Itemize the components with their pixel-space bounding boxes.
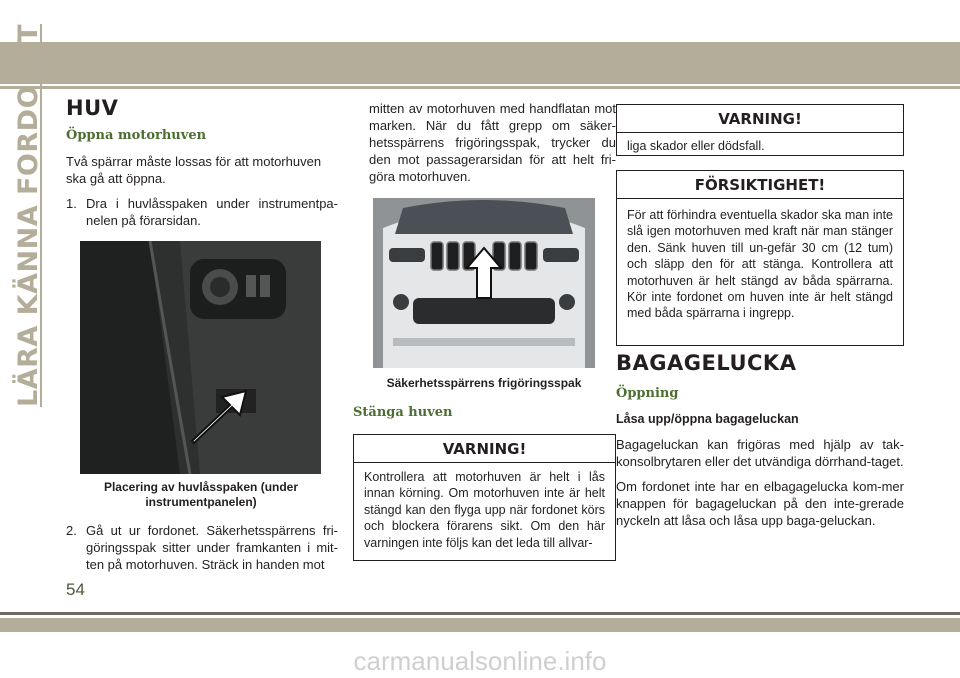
step-2-continuation: mitten av motorhuven med handflatan mot marken. När du fått grepp om säker-hetsspärrens frigöringsspak, trycker du den mot passagerarsidan för att helt fri-göra motorhuven. (369, 101, 616, 184)
step-2-text: Gå ut ur fordonet. Säkerhetsspärrens fri-göringsspak sitter under framkanten i mit-ten på motorhuven. Sträck in handen mot (86, 523, 338, 572)
side-tab-label: LÄRA KÄNNA FORDONET (12, 23, 44, 407)
subheading-open-hood: Öppna motorhuven (66, 128, 207, 143)
column-3 (616, 351, 904, 529)
column-2 (369, 100, 616, 185)
step-1 (66, 195, 338, 229)
section-heading-huv: HUV (66, 96, 119, 120)
warning-box-close-hood (353, 434, 616, 561)
warning-text-continued: liga skador eller dödsfall. (627, 139, 765, 153)
photo-caption-lever: Placering av huvlåsspaken (under instrumentpanelen) (103, 480, 299, 509)
warning-box-continued (616, 104, 904, 156)
step-2 (66, 522, 338, 573)
header-rule (0, 86, 960, 89)
tailgate-paragraph-2: Om fordonet inte har en elbagagelucka kom-mer knappen för bagageluckan på den inte-grerade nyckeln att låsa och låsa upp baga-geluckan. (616, 479, 904, 528)
vehicle-front-illustration (373, 198, 595, 368)
header-band (0, 42, 960, 84)
warning-title: VARNING! (354, 435, 615, 463)
page-number: 54 (66, 580, 85, 599)
subheading-opening: Öppning (616, 386, 679, 401)
section-side-tab (10, 23, 46, 407)
hood-release-lever-photo (80, 241, 321, 474)
column-1 (66, 96, 338, 229)
step-1-number: 1. (66, 196, 77, 211)
caution-title: FÖRSIKTIGHET! (617, 171, 903, 199)
warning-title-continued: VARNING! (617, 105, 903, 133)
caution-box (616, 170, 904, 346)
safety-catch-photo (373, 198, 595, 368)
tailgate-paragraph-1: Bagageluckan kan frigöras med hjälp av tak-konsolbrytaren eller det utvändiga dörrhand-taget. (616, 437, 904, 469)
footer-rule (0, 612, 960, 615)
photo-caption-safety-catch: Säkerhetsspärrens frigöringsspak (386, 376, 582, 390)
subheading-close-hood: Stänga huven (353, 405, 453, 420)
section-heading-tailgate: BAGAGELUCKA (616, 351, 797, 375)
watermark-text: carmanualsonline.info (353, 646, 607, 676)
dashboard-illustration (80, 241, 321, 474)
step-1-text: Dra i huvlåsspaken under instrumentpa-nelen på förarsidan. (86, 196, 338, 228)
subsubheading-unlock-tailgate: Låsa upp/öppna bagageluckan (616, 412, 799, 426)
intro-paragraph: Två spärrar måste lossas för att motorhuven ska gå att öppna. (66, 154, 322, 186)
step-2-number: 2. (66, 523, 77, 538)
warning-text: Kontrollera att motorhuven är helt i lås innan körning. Om motorhuven inte är helt stängd kan den flyga upp när fordonet körs och blockera förarens sikt. Om den här varningen inte följs kan det leda till allvar- (364, 470, 605, 550)
caution-text: För att förhindra eventuella skador ska man inte slå igen motorhuven med kraft när man stänger den. Sänk huven till un-gefär 30 cm (12 tum) och släpp den för att stänga. Kontrollera att motorhuven är helt stängd av båda spärrarna. Kör inte fordonet om huven inte är helt stängd med båda spärrarna i ingrepp. (627, 208, 893, 321)
footer-band (0, 618, 960, 632)
